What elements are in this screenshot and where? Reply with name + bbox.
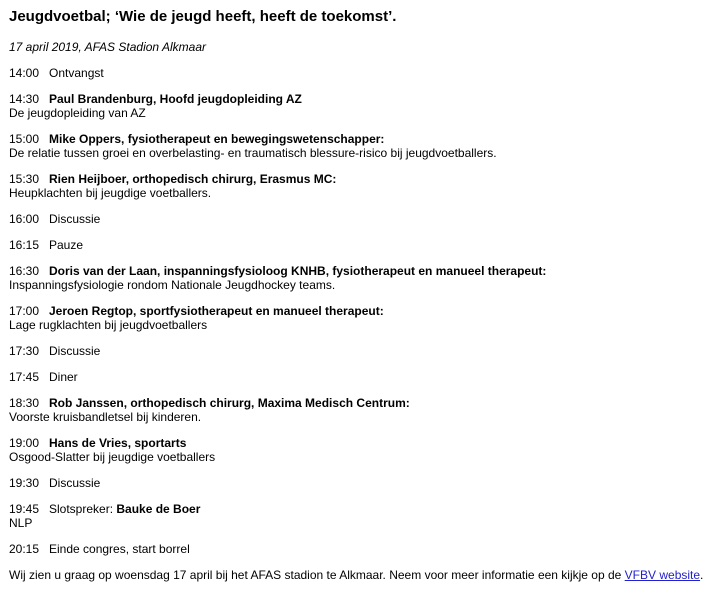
document-page (9, 8, 713, 582)
program-item-heading (9, 502, 713, 516)
program-item (9, 396, 713, 424)
program-item (9, 66, 713, 80)
program-item (9, 370, 713, 384)
program-time: 16:00 (9, 212, 40, 226)
program-activity: Discussie (49, 212, 101, 226)
program-activity: Diner (49, 370, 78, 384)
program-item-heading (9, 344, 713, 358)
program-description: Lage rugklachten bij jeugdvoetballers (9, 318, 208, 332)
program-time: 15:00 (9, 132, 40, 146)
program-activity: Discussie (49, 344, 101, 358)
program-item (9, 238, 713, 252)
program-time: 14:30 (9, 92, 40, 106)
program-item (9, 172, 713, 200)
program-item (9, 436, 713, 464)
program-description: Heupklachten bij jeugdige voetballers. (9, 186, 212, 200)
program-item-heading (9, 264, 713, 278)
program-item (9, 542, 713, 556)
program-time: 16:15 (9, 238, 40, 252)
program-item (9, 264, 713, 292)
vfbv-website-link[interactable]: VFBV website (624, 568, 701, 582)
program-speaker: Bauke de Boer (116, 502, 201, 516)
program-speaker: Paul Brandenburg, Hoofd jeugdopleiding AZ (49, 92, 302, 106)
footer-paragraph (9, 568, 713, 582)
program-item-heading (9, 542, 713, 556)
program-time: 17:30 (9, 344, 40, 358)
program-prefix: Slotspreker: (49, 502, 117, 516)
program-item-heading (9, 92, 713, 106)
program-speaker: Mike Oppers, fysiotherapeut en bewegingswetenschapper: (49, 132, 385, 146)
program-time: 15:30 (9, 172, 40, 186)
program-speaker: Doris van der Laan, inspanningsfysioloog KNHB, fysiotherapeut en manueel therapeut: (49, 264, 547, 278)
program-speaker: Rob Janssen, orthopedisch chirurg, Maxima Medisch Centrum: (49, 396, 410, 410)
program-item (9, 92, 713, 120)
program-list (9, 66, 713, 556)
program-item-heading (9, 66, 713, 80)
program-item (9, 502, 713, 530)
program-item-heading (9, 238, 713, 252)
program-item (9, 476, 713, 490)
program-item-heading (9, 436, 713, 450)
program-item-heading (9, 172, 713, 186)
program-speaker: Hans de Vries, sportarts (49, 436, 187, 450)
program-time: 14:00 (9, 66, 40, 80)
program-time: 17:45 (9, 370, 40, 384)
program-item-heading (9, 476, 713, 490)
program-item-heading (9, 396, 713, 410)
program-item-heading (9, 304, 713, 318)
program-speaker: Rien Heijboer, orthopedisch chirurg, Erasmus MC: (49, 172, 337, 186)
program-description: NLP (9, 516, 33, 530)
program-item-heading (9, 370, 713, 384)
program-time: 19:45 (9, 502, 40, 516)
program-item-heading (9, 212, 713, 226)
program-description: Voorste kruisbandletsel bij kinderen. (9, 410, 202, 424)
program-time: 18:30 (9, 396, 40, 410)
program-item (9, 132, 713, 160)
program-time: 17:00 (9, 304, 40, 318)
program-speaker: Jeroen Regtop, sportfysiotherapeut en manueel therapeut: (49, 304, 384, 318)
program-time: 19:00 (9, 436, 40, 450)
program-activity: Einde congres, start borrel (49, 542, 190, 556)
program-activity: Ontvangst (49, 66, 104, 80)
program-time: 20:15 (9, 542, 40, 556)
program-description: Osgood-Slatter bij jeugdige voetballers (9, 450, 216, 464)
program-item-heading (9, 132, 713, 146)
program-description: De relatie tussen groei en overbelasting- en traumatisch blessure-risico bij jeugdvoetballers. (9, 146, 497, 160)
program-time: 19:30 (9, 476, 40, 490)
program-item (9, 344, 713, 358)
program-time: 16:30 (9, 264, 40, 278)
footer-text: Wij zien u graag op woensdag 17 april bij het AFAS stadion te Alkmaar. Neem voor meer informatie een kijkje op de (9, 568, 625, 582)
event-date-location: 17 april 2019, AFAS Stadion Alkmaar (9, 40, 206, 54)
page-title: Jeugdvoetbal; ‘Wie de jeugd heeft, heeft de toekomst’. (9, 8, 397, 25)
program-item (9, 304, 713, 332)
program-description: Inspanningsfysiologie rondom Nationale Jeugdhockey teams. (9, 278, 336, 292)
program-activity: Discussie (49, 476, 101, 490)
program-activity: Pauze (49, 238, 84, 252)
program-description: De jeugdopleiding van AZ (9, 106, 146, 120)
program-item (9, 212, 713, 226)
footer-suffix: . (700, 568, 704, 582)
